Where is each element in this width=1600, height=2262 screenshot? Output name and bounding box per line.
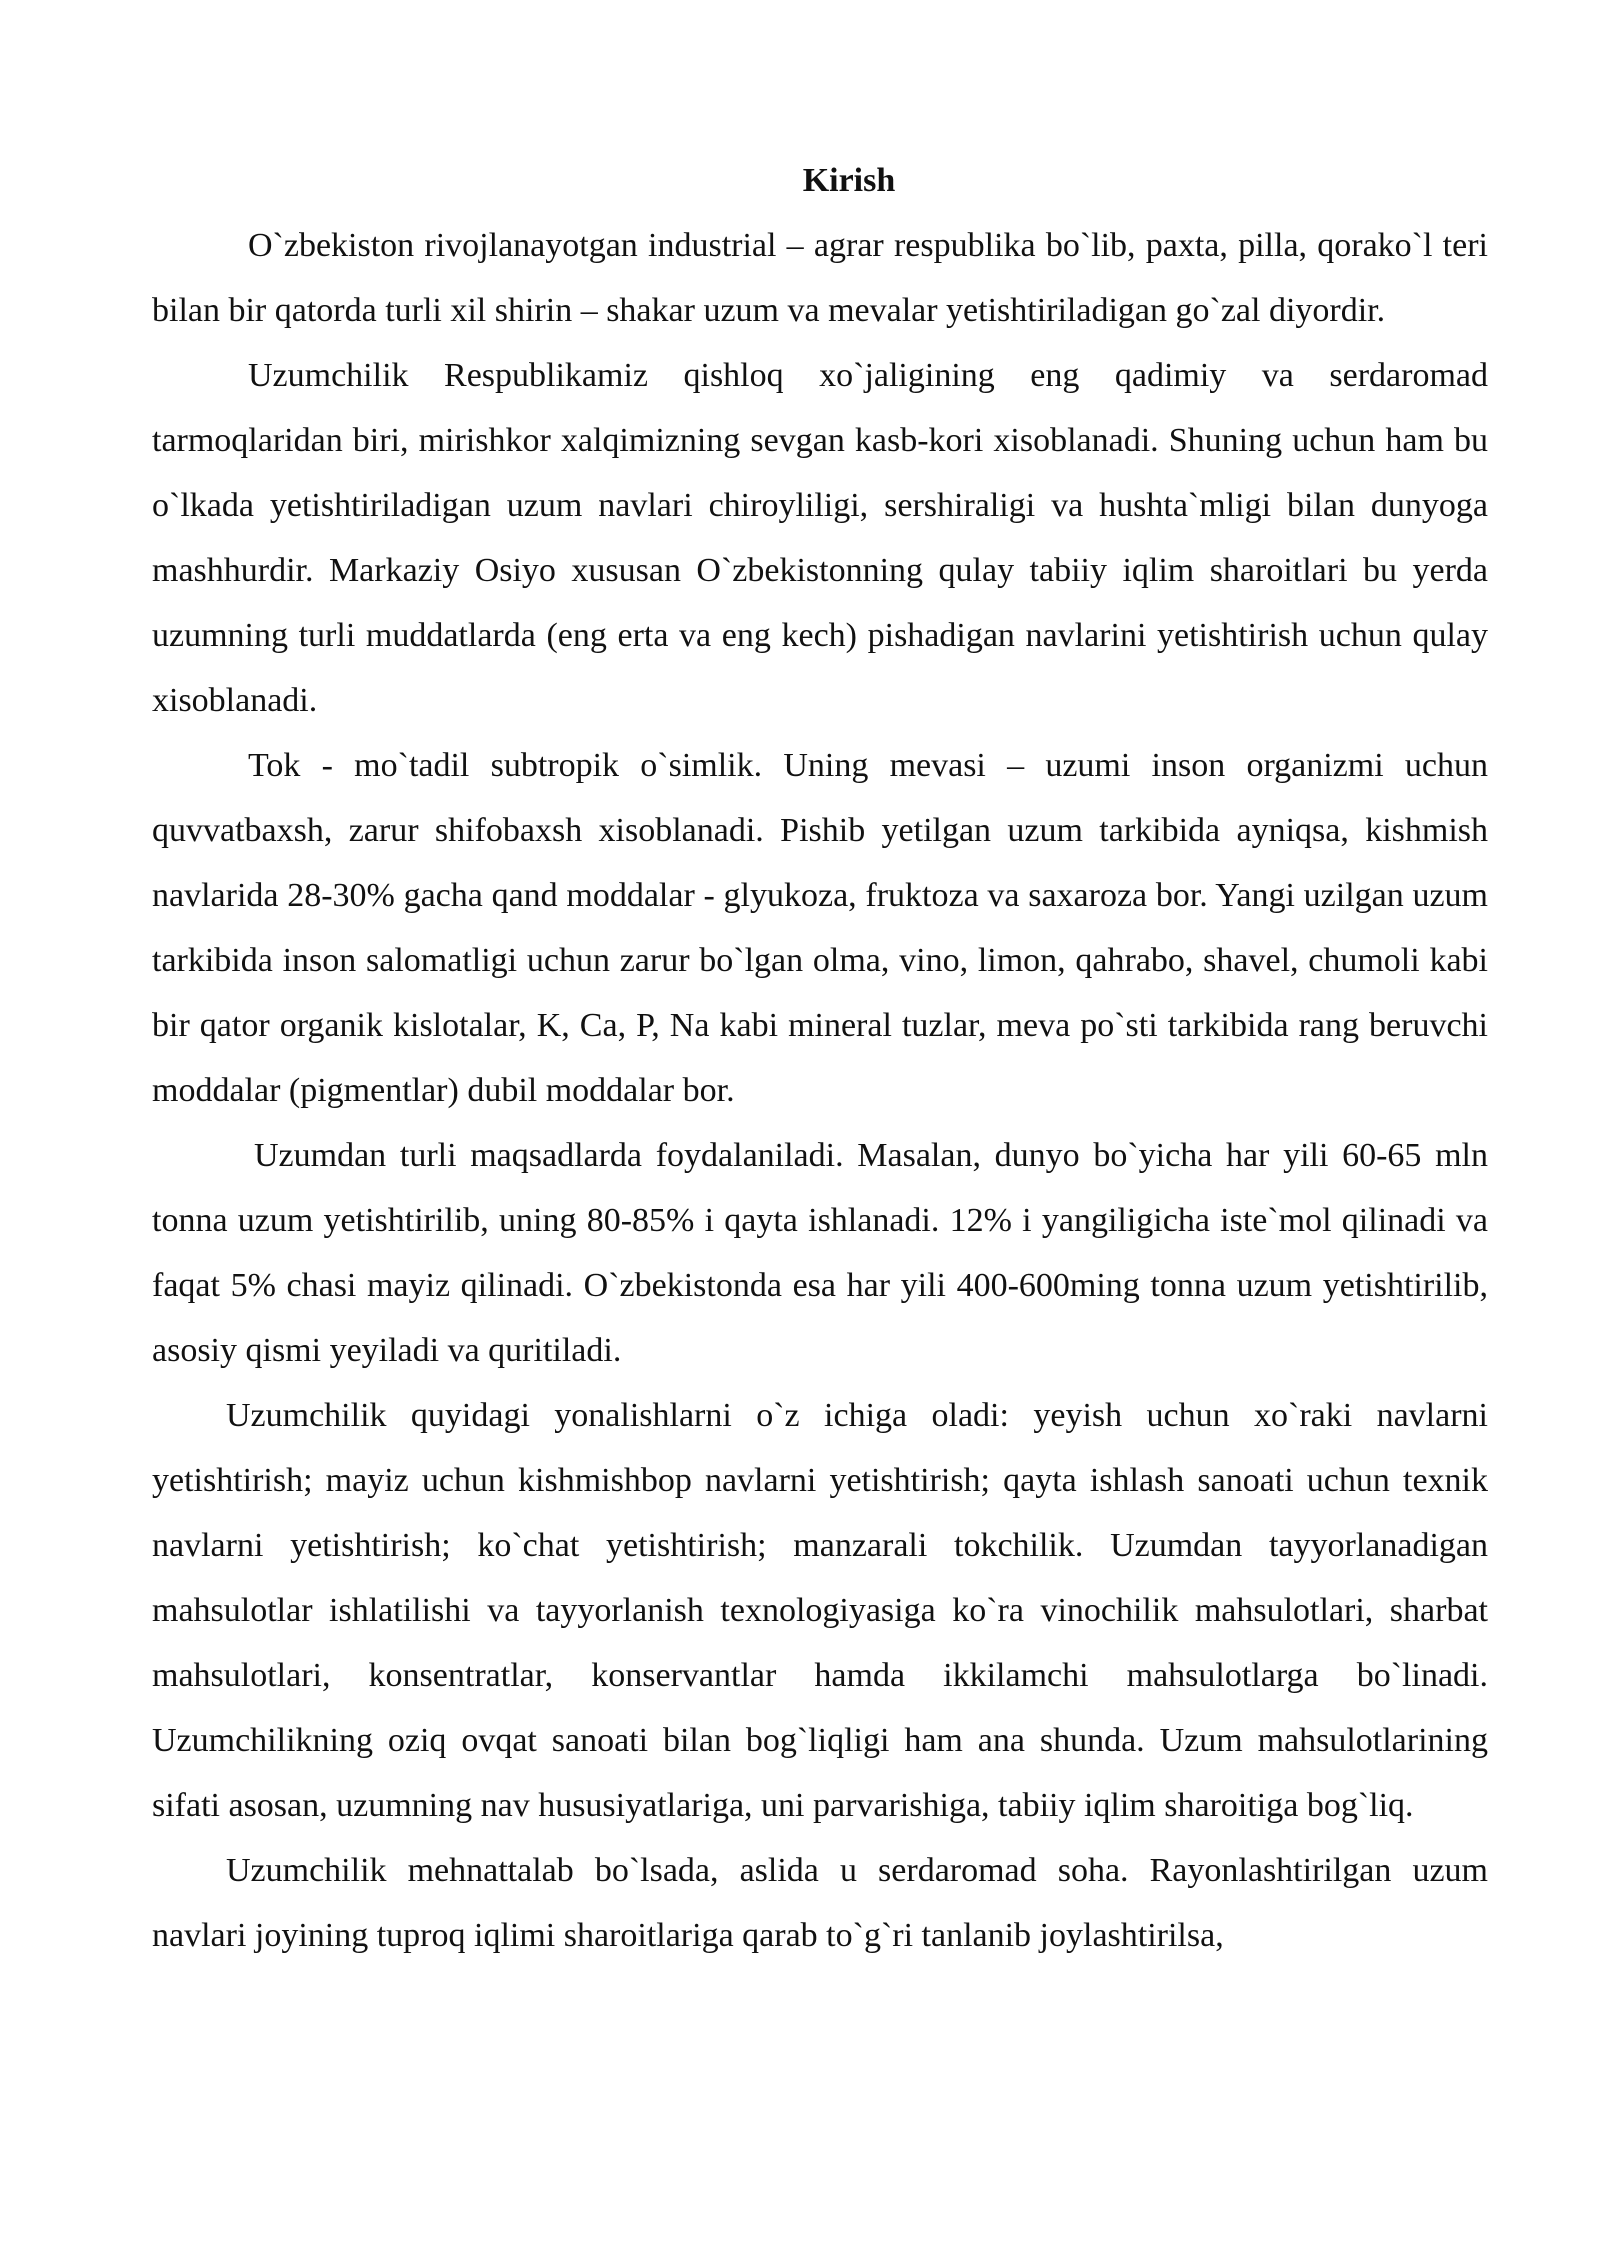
paragraph-tok: Tok - mo`tadil subtropik o`simlik. Uning mevasi – uzumi inson organizmi uchun quvvatbaxsh, zarur shifobaxsh xisoblanadi. Pishib yetilgan uzum tarkibida ayniqsa, kishmish navlarida 28-30% gacha qand moddalar - glyukoza, fruktoza va saxaroza bor. Yangi uzilgan uzum tarkibida inson salomatligi uchun zarur bo`lgan olma, vino, limon, qahrabo, shavel, chumoli kabi bir qator organik kislotalar, K, Ca, P, Na kabi mineral tuzlar, meva po`sti tarkibida rang beruvchi moddalar (pigmentlar) dubil moddalar bor. xyxy=(152,747,1488,1109)
paragraph-yonalishlar: Uzumchilik quyidagi yonalishlarni o`z ichiga oladi: yeyish uchun xo`raki navlarni yetishtirish; mayiz uchun kishmishbop navlarni yetishtirish; qayta ishlash sanoati uchun texnik navlarni yetishtirish; ko`chat yetishtirish; manzarali tokchilik. Uzumdan tayyorlanadigan mahsulotlar ishlatilishi va tayyorlanish texnologiyasiga ko`ra vinochilik mahsulotlari, sharbat mahsulotlari, konsentratlar, konservantlar hamda ikkilamchi mahsulotlarga bo`linadi. Uzumchilikning oziq ovqat sanoati bilan bog`liqligi ham ana shunda. Uzum mahsulotlarining sifati asosan, uzumning nav hususiyatlariga, uni parvarishiga, tabiiy iqlim sharoitiga bog`liq. xyxy=(152,1397,1488,1824)
paragraph-intro: O`zbekiston rivojlanayotgan industrial – agrar respublika bo`lib, paxta, pilla, qorako`l teri bilan bir qatorda turli xil shirin – shakar uzum va mevalar yetishtiriladigan go`zal diyordir. xyxy=(152,227,1488,329)
paragraph-uzumdan: Uzumdan turli maqsadlarda foydalaniladi. Masalan, dunyo bo`yicha har yili 60-65 mln tonna uzum yetishtirilib, uning 80-85% i qayta ishlanadi. 12% i yangiligicha iste`mol qilinadi va faqat 5% chasi mayiz qilinadi. O`zbekistonda esa har yili 400-600ming tonna uzum yetishtirilib, asosiy qismi yeyiladi va quritiladi. xyxy=(152,1137,1488,1369)
document-title: Kirish xyxy=(802,162,896,199)
paragraph-mehnattalab: Uzumchilik mehnattalab bo`lsada, aslida u serdaromad soha. Rayonlashtirilgan uzum navlari joyining tuproq iqlimi sharoitlariga qarab to`g`ri tanlanib joylashtirilsa, xyxy=(152,1852,1488,1954)
document-page xyxy=(152,148,1488,1968)
paragraph-uzumchilik: Uzumchilik Respublikamiz qishloq xo`jaligining eng qadimiy va serdaromad tarmoqlaridan biri, mirishkor xalqimizning sevgan kasb-kori xisoblanadi. Shuning uchun ham bu o`lkada yetishtiriladigan uzum navlari chiroyliligi, sershiraligi va hushta`mligi bilan dunyoga mashhurdir. Markaziy Osiyo xususan O`zbekistonning qulay tabiiy iqlim sharoitlari bu yerda uzumning turli muddatlarda (eng erta va eng kech) pishadigan navlarini yetishtirish uchun qulay xisoblanadi. xyxy=(152,357,1488,719)
